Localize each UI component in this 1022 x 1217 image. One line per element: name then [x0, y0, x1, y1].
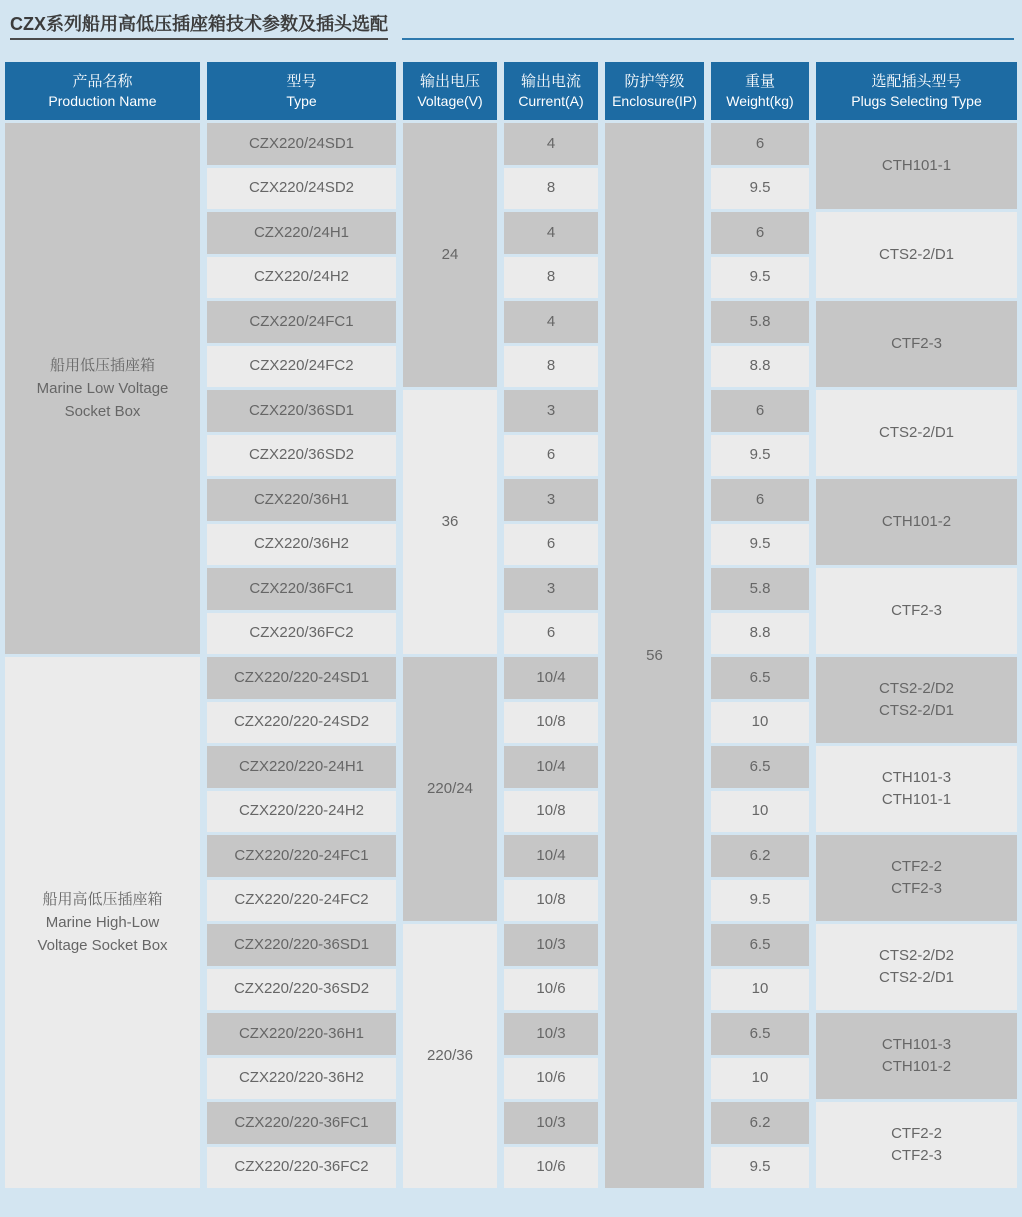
current-value: 10/8: [536, 802, 566, 820]
plug-type-line: CTS2-2/D1: [878, 969, 955, 986]
current-cell: [504, 479, 598, 521]
current-cell: [504, 1147, 598, 1189]
current-value: 6: [546, 446, 556, 464]
product-name-cell: [5, 123, 200, 654]
current-value: 8: [546, 357, 556, 375]
weight-value: 9.5: [749, 1158, 771, 1176]
column-header-en: Weight(kg): [726, 92, 794, 109]
weight-cell: [711, 1147, 809, 1189]
plug-type-line: CTS2-2/D2: [878, 679, 955, 697]
weight-value: 6.5: [749, 668, 771, 686]
voltage-cell: [403, 657, 497, 921]
product-name-line: Marine Low Voltage: [36, 379, 169, 397]
weight-cell: [711, 1058, 809, 1100]
voltage-cell: [403, 924, 497, 1188]
plug-type-line: CTH101-3: [881, 768, 952, 786]
weight-value: 6: [755, 401, 765, 419]
weight-value: 6: [755, 223, 765, 241]
weight-cell: [711, 969, 809, 1011]
current-value: 3: [546, 579, 556, 597]
current-cell: [504, 613, 598, 655]
current-cell: [504, 702, 598, 744]
product-name-line: Marine High-Low: [45, 913, 160, 931]
current-value: 10/3: [536, 1113, 566, 1131]
product-name-line: Socket Box: [64, 403, 141, 421]
product-name-line: 船用低压插座箱: [49, 356, 155, 374]
type-cell: [207, 346, 396, 388]
current-cell: [504, 301, 598, 343]
plug-type-line: CTH101-2: [881, 1058, 952, 1075]
plug-cell: [816, 1102, 1017, 1188]
plug-cell: [816, 568, 1017, 654]
type-value: CZX220/220-24SD2: [233, 713, 370, 731]
plug-cell: [816, 1013, 1017, 1099]
weight-value: 6.5: [749, 757, 771, 775]
weight-cell: [711, 1013, 809, 1055]
plug-type-line: CTS2-2/D1: [878, 423, 955, 441]
type-cell: [207, 435, 396, 477]
column-header: [711, 62, 809, 120]
weight-cell: [711, 435, 809, 477]
column-header: [207, 62, 396, 120]
type-cell: [207, 613, 396, 655]
type-cell: [207, 746, 396, 788]
weight-value: 8.8: [749, 624, 771, 642]
plug-type-line: CTH101-2: [881, 512, 952, 530]
weight-cell: [711, 212, 809, 254]
type-cell: [207, 791, 396, 833]
type-cell: [207, 168, 396, 210]
type-cell: [207, 880, 396, 922]
type-value: CZX220/24FC1: [249, 312, 354, 330]
plug-cell: [816, 390, 1017, 476]
plug-type-line: CTF2-2: [891, 1124, 942, 1142]
type-cell: [207, 524, 396, 566]
type-cell: [207, 835, 396, 877]
type-value: CZX220/220-24H2: [238, 802, 365, 820]
type-value: CZX220/220-36FC1: [234, 1113, 369, 1131]
current-cell: [504, 1102, 598, 1144]
type-value: CZX220/36SD2: [248, 446, 355, 464]
weight-value: 6.2: [749, 846, 771, 864]
current-value: 10/4: [536, 668, 566, 686]
plug-type-line: CTS2-2/D1: [878, 702, 955, 719]
type-cell: [207, 702, 396, 744]
weight-cell: [711, 657, 809, 699]
current-cell: [504, 657, 598, 699]
plug-type-line: CTS2-2/D1: [878, 245, 955, 263]
current-value: 10/4: [536, 757, 566, 775]
column-header-en: Production Name: [48, 92, 157, 109]
plug-cell: [816, 924, 1017, 1010]
weight-value: 6.5: [749, 1024, 771, 1042]
plug-cell: [816, 746, 1017, 832]
column-header: [605, 62, 704, 120]
weight-cell: [711, 702, 809, 744]
column-header: [816, 62, 1017, 120]
current-cell: [504, 435, 598, 477]
plug-type-line: CTH101-1: [881, 791, 952, 808]
weight-cell: [711, 568, 809, 610]
type-cell: [207, 1147, 396, 1189]
weight-cell: [711, 479, 809, 521]
plug-cell: [816, 657, 1017, 743]
weight-cell: [711, 168, 809, 210]
weight-value: 5.8: [749, 579, 771, 597]
type-value: CZX220/220-36SD1: [233, 935, 370, 953]
plug-cell: [816, 835, 1017, 921]
column-header-zh: 型号: [286, 72, 317, 90]
plug-cell: [816, 123, 1017, 209]
column-header-en: Enclosure(IP): [612, 92, 697, 109]
weight-value: 9.5: [749, 535, 771, 553]
type-value: CZX220/220-24FC1: [234, 846, 369, 864]
type-value: CZX220/220-24H1: [238, 757, 365, 775]
current-value: 10/6: [536, 1158, 566, 1176]
weight-cell: [711, 746, 809, 788]
plug-cell: [816, 479, 1017, 565]
type-value: CZX220/36H2: [253, 535, 350, 553]
weight-cell: [711, 835, 809, 877]
plug-type-line: CTF2-3: [891, 334, 942, 352]
weight-value: 6: [755, 490, 765, 508]
type-value: CZX220/220-36H2: [238, 1069, 365, 1087]
weight-cell: [711, 613, 809, 655]
current-cell: [504, 257, 598, 299]
type-value: CZX220/24H2: [253, 268, 350, 286]
type-cell: [207, 390, 396, 432]
weight-value: 10: [751, 980, 769, 998]
weight-cell: [711, 257, 809, 299]
weight-cell: [711, 390, 809, 432]
type-cell: [207, 257, 396, 299]
column-header-en: Plugs Selecting Type: [851, 92, 982, 109]
weight-cell: [711, 1102, 809, 1144]
type-cell: [207, 657, 396, 699]
current-cell: [504, 123, 598, 165]
type-cell: [207, 123, 396, 165]
current-cell: [504, 1058, 598, 1100]
plug-type-line: CTH101-3: [881, 1035, 952, 1053]
column-header-zh: 输出电压: [419, 72, 480, 90]
current-value: 10/3: [536, 1024, 566, 1042]
weight-value: 10: [751, 1069, 769, 1087]
voltage-value: 36: [441, 513, 459, 531]
current-cell: [504, 791, 598, 833]
current-cell: [504, 346, 598, 388]
type-cell: [207, 301, 396, 343]
weight-value: 6.5: [749, 935, 771, 953]
enclosure-value: 56: [646, 646, 663, 664]
current-value: 10/8: [536, 891, 566, 909]
type-value: CZX220/36FC1: [249, 579, 354, 597]
plug-type-line: CTF2-3: [891, 880, 942, 897]
type-cell: [207, 1058, 396, 1100]
current-value: 10/3: [536, 935, 566, 953]
current-value: 10/4: [536, 846, 566, 864]
type-value: CZX220/24SD1: [248, 134, 355, 152]
current-value: 4: [546, 134, 556, 152]
column-header-zh: 重量: [744, 72, 775, 90]
type-value: CZX220/24H1: [253, 223, 350, 241]
current-value: 10/6: [536, 1069, 566, 1087]
type-cell: [207, 1013, 396, 1055]
weight-cell: [711, 924, 809, 966]
current-value: 10/8: [536, 713, 566, 731]
column-header-en: Type: [286, 92, 317, 109]
weight-cell: [711, 880, 809, 922]
column-header: [504, 62, 598, 120]
current-value: 4: [546, 312, 556, 330]
current-value: 8: [546, 268, 556, 286]
type-value: CZX220/36H1: [253, 490, 350, 508]
plug-type-line: CTH101-1: [881, 156, 952, 174]
current-value: 6: [546, 535, 556, 553]
weight-value: 9.5: [749, 446, 771, 464]
current-value: 8: [546, 179, 556, 197]
current-value: 4: [546, 223, 556, 241]
plug-type-line: CTF2-3: [891, 601, 942, 619]
weight-value: 10: [751, 802, 769, 820]
type-value: CZX220/24SD2: [248, 179, 355, 197]
current-cell: [504, 835, 598, 877]
type-value: CZX220/36SD1: [248, 401, 355, 419]
weight-cell: [711, 346, 809, 388]
type-value: CZX220/220-36SD2: [233, 980, 370, 998]
enclosure-cell: [605, 123, 704, 1188]
product-name-line: 船用高低压插座箱: [42, 890, 163, 908]
type-cell: [207, 568, 396, 610]
plug-cell: [816, 301, 1017, 387]
column-header: [403, 62, 497, 120]
voltage-value: 24: [441, 246, 459, 264]
current-cell: [504, 1013, 598, 1055]
plug-type-line: CTF2-3: [891, 1147, 942, 1164]
type-value: CZX220/220-36H1: [238, 1024, 365, 1042]
current-cell: [504, 746, 598, 788]
weight-value: 9.5: [749, 891, 771, 909]
plug-cell: [816, 212, 1017, 298]
weight-cell: [711, 123, 809, 165]
type-value: CZX220/220-24SD1: [233, 668, 370, 686]
plug-type-line: CTF2-2: [891, 857, 942, 875]
current-value: 3: [546, 490, 556, 508]
current-cell: [504, 969, 598, 1011]
column-header-zh: 选配插头型号: [871, 72, 962, 90]
type-cell: [207, 924, 396, 966]
type-cell: [207, 212, 396, 254]
voltage-value: 220/24: [427, 780, 473, 798]
current-value: 10/6: [536, 980, 566, 998]
current-value: 3: [546, 401, 556, 419]
voltage-cell: [403, 390, 497, 654]
title-rule: [402, 38, 1014, 40]
type-cell: [207, 1102, 396, 1144]
type-cell: [207, 479, 396, 521]
product-name-cell: [5, 657, 200, 1188]
current-cell: [504, 880, 598, 922]
current-cell: [504, 568, 598, 610]
type-cell: [207, 969, 396, 1011]
column-header-zh: 输出电流: [520, 72, 581, 90]
column-header-en: Current(A): [518, 92, 584, 109]
weight-value: 6: [755, 134, 765, 152]
type-value: CZX220/24FC2: [249, 357, 354, 375]
weight-cell: [711, 791, 809, 833]
current-cell: [504, 390, 598, 432]
weight-value: 5.8: [749, 312, 771, 330]
weight-cell: [711, 524, 809, 566]
voltage-value: 220/36: [427, 1047, 473, 1065]
type-value: CZX220/220-36FC2: [234, 1158, 369, 1176]
current-cell: [504, 212, 598, 254]
column-header: [5, 62, 200, 120]
spec-table: [5, 62, 1017, 1188]
product-name-line: Voltage Socket Box: [37, 937, 168, 955]
current-cell: [504, 924, 598, 966]
weight-value: 9.5: [749, 268, 771, 286]
current-cell: [504, 524, 598, 566]
column-header-en: Voltage(V): [417, 92, 483, 109]
weight-value: 9.5: [749, 179, 771, 197]
title-row: [0, 0, 1022, 40]
weight-value: 8.8: [749, 357, 771, 375]
column-header-zh: 产品名称: [72, 72, 133, 90]
current-cell: [504, 168, 598, 210]
column-header-zh: 防护等级: [624, 72, 685, 90]
voltage-cell: [403, 123, 497, 387]
type-value: CZX220/36FC2: [249, 624, 354, 642]
page-title: CZX系列船用高低压插座箱技术参数及插头选配: [10, 14, 388, 40]
current-value: 6: [546, 624, 556, 642]
type-value: CZX220/220-24FC2: [234, 891, 369, 909]
weight-cell: [711, 301, 809, 343]
weight-value: 6.2: [749, 1113, 771, 1131]
plug-type-line: CTS2-2/D2: [878, 946, 955, 964]
weight-value: 10: [751, 713, 769, 731]
